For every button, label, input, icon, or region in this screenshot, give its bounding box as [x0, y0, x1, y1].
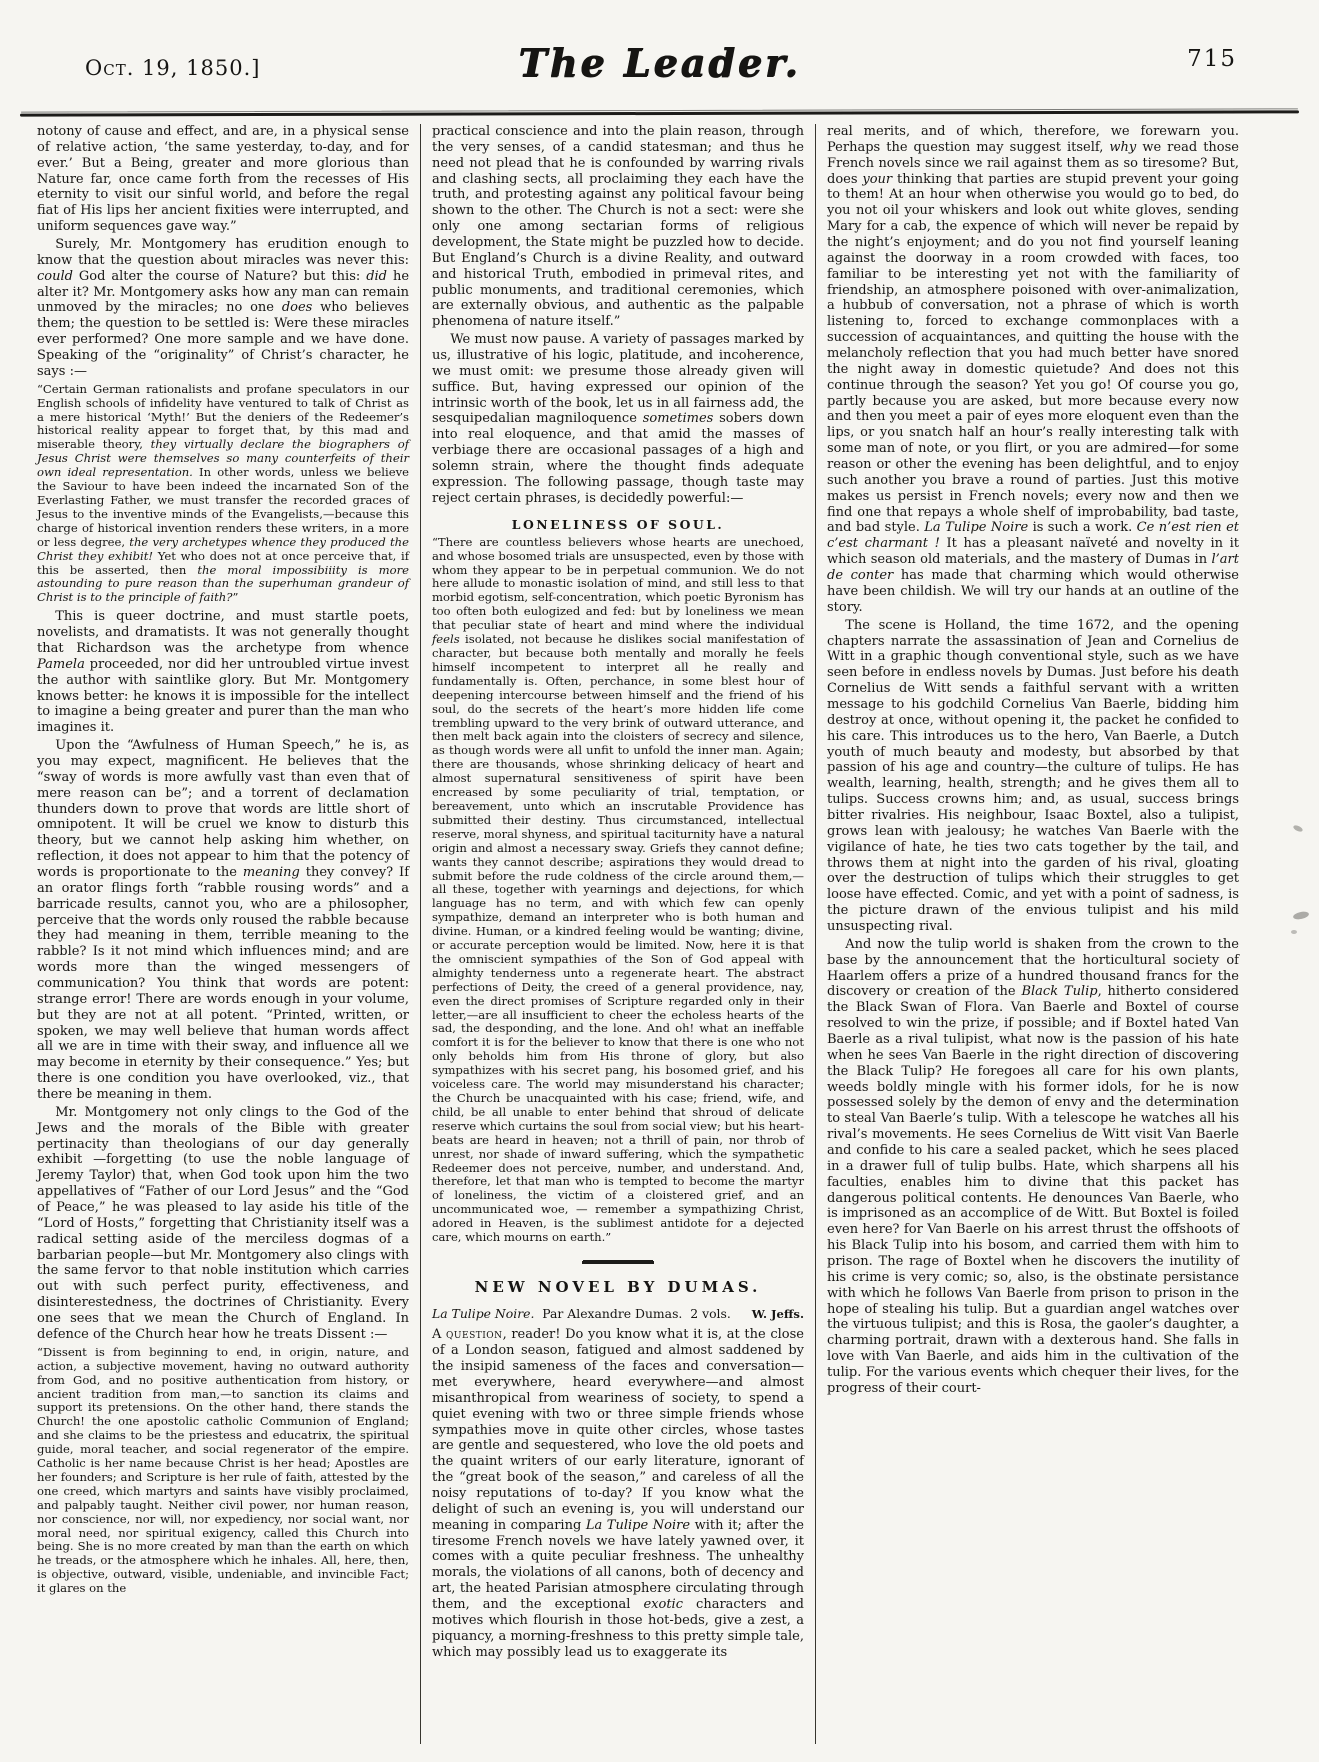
- column-1: [26, 124, 420, 1744]
- ink-smudge: [1291, 930, 1297, 934]
- page-number: 715: [1187, 46, 1237, 72]
- paragraph: And now the tulip world is shaken from the crown to the base by the announcement that the horticultural society of Haarlem offers a prize of a hundred thousand francs for the discovery or creation of the Black Tulip, hitherto considered the Black Swan of Flora. Van Baerle and Boxtel of course resolved to win the prize, if possible; and if Boxtel hated Van Baerle as a rival tulipist, what now is the passion of his hate when he sees Van Baerle in the right direction of discovering the Black Tulip? He foregoes all care for his own plants, weeds boldly mingle with his former idols, for he is now possessed solely by the demon of envy and the determination to steal Van Baerle’s tulip. With a telescope he watches all his rival’s movements. He sees Cornelius de Witt visit Van Baerle and confide to his care a sealed packet, which he sees placed in a drawer full of tulip bulbs. Hate, which sharpens all his faculties, enables him to divine that this packet has dangerous political contents. He denounces Van Baerle, who is imprisoned as an accomplice of de Witt. But Boxtel is foiled even here? for Van Baerle on his arrest thrust the offshoots of his Black Tulip into his bosom, and carried them with him to prison. The rage of Boxtel when he discovers the inutility of his crime is very comic; so, also, is the obstinate persistance with which he follows Van Baerle from prison to prison in the hope of stealing his tulip. But a guardian angel watches over the virtuous tulipist; and this is Rosa, the gaoler’s daughter, a charming portrait, drawn with a dexterous hand. She falls in love with Van Baerle, and aids him in the cultivation of the tulip. For the various events which chequer their lives, for the progress of their court-: [827, 936, 1239, 1396]
- review-extract: “There are countless believers whose hearts are unechoed, and whose bosomed trials are unsuspected, even by those with whom they appear to be in perpetual communion. We do not here allude to monastic isolation of mind, and still less to that morbid egotism, self-concentration, which poetic Byronism has too often both eulogized and fed: but by loneliness we mean that peculiar state of heart and mind where the individual feels isolated, not because he dislikes social manifestation of character, but because both mentally and morally he feels himself incompetent to interpret all he really and fundamentally is. Often, perchance, in some blest hour of deepening intercourse between himself and the friend of his soul, do the secrets of the heart’s more hidden life come trembling upward to the very brink of outward utterance, and then melt back again into the cloisters of secrecy and silence, as though words were all unfit to unfold the inner man. Again; there are thousands, whose shrinking delicacy of heart and almost supernatural sensitiveness of spirit have been encreased by some peculiarity of trial, temptation, or bereavement, unto which an inscrutable Providence has submitted their destiny. Thus circumstanced, intellectual reserve, moral shyness, and spiritual taciturnity have a natural origin and almost a necessary sway. Griefs they cannot define; wants they cannot describe; aspirations they would dread to submit before the rude coldness of the circle around them,—all these, together with yearnings and dejections, for which language has no term, and with which few can openly sympathize, demand an interpreter who is both human and divine. Human, or a kindred feeling would be wanting; divine, or accurate perception would be limited. Now, here it is that the omniscient sympathies of the Son of God appeal with almighty tenderness unto a regenerate heart. The abstract perfections of Deity, the creed of a general providence, nay, even the direct promises of Scripture regarded only in their letter,—are all insufficient to cheer the echoless hearts of the sad, the desponding, and the lone. And oh! what an ineffable comfort it is for the believer to know that there is one who not only beholds him from His throne of glory, but also sympathizes with his secret pang, his bosomed grief, and his voiceless care. The world may misunderstand his character; the Church be unacquainted with his case; friend, wife, and child, be all unable to enter behind that shroud of delicate reserve which curtains the soul from social view; but his heart-beats are heard in heaven; not a thrill of pain, nor throb of unrest, nor shade of inward suffering, which the sympathetic Redeemer does not perceive, number, and understand. And, therefore, let that man who is tempted to become the martyr of loneliness, the victim of a cloistered grief, and an uncommunicated woe, — remember a sympathizing Christ, adored in Heaven, is the sublimest antidote for a dejected care, which mourns on earth.”: [432, 534, 804, 1245]
- column-container: [26, 124, 1298, 1744]
- extract-subhead: LONELINESS OF SOUL.: [511, 516, 725, 532]
- paragraph: notony of cause and effect, and are, in a physical sense of relative action, ‘the same yesterday, to-day, and for ever.’ But a Being, greater and more glorious than Nature far, once came forth from the recesses of His eternity to visit our sinful world, and before the regal fiat of His lips her ancient fixities were interrupted, and uniform sequences gave way.”: [37, 124, 409, 235]
- citation-publisher: W. Jeffs.: [751, 1307, 804, 1322]
- paragraph: The scene is Holland, the time 1672, and the opening chapters narrate the assassination of Jean and Cornelius de Witt in a graphic though conventional style, such as we have seen before in endless novels by Dumas. Just before his death Cornelius de Witt sends a faithful servant with a written message to his godchild Cornelius Van Baerle, bidding him destroy at once, without opening it, the packet he confided to his care. This introduces us to the hero, Van Baerle, a Dutch youth of much beauty and modesty, but absorbed by that passion of his age and country—the culture of tulips. He has wealth, learning, health, strength; and he gives them all to tulips. Success crowns him; and, as usual, success brings bitter rivalries. His neighbour, Isaac Boxtel, also a tulipist, grows lean with jealousy; he watches Van Baerle with the vigilance of hate, he ties two cats together by the tail, and throws them at night into the garden of his rival, gloating over the destruction of tulips which their struggles to get loose have effected. Comic, and yet with a point of sadness, is the picture drawn of the envious tulipist and his mild unsuspecting rival.: [827, 617, 1239, 934]
- citation-title: La Tulipe Noire. Par Alexandre Dumas. 2 vols.: [432, 1306, 731, 1322]
- paragraph: Mr. Montgomery not only clings to the God of the Jews and the morals of the Bible with greater pertinacity than theologians of our day generally exhibit —forgetting (to use the noble language of Jeremy Taylor) that, when God took upon him the two appellatives of “Father of our Lord Jesus” and the “God of Peace,” he was pleased to lay aside his title of the “Lord of Hosts,” forgetting that Christianity itself was a radical setting aside of the merciless dogmas of a barbarian people—but Mr. Montgomery also clings with the same fervor to that noble institution which carries out with such perfect purity, effectiveness, and disinterestedness, the doctrines of Christianity. Every one sees that we mean the Church of England. In defence of the Church hear how he treats Dissent :—: [37, 1104, 409, 1342]
- review-extract: “Certain German rationalists and profane speculators in our English schools of infidelity have ventured to talk of Christ as a mere historical ‘Myth!’ But the deniers of the Redeemer’s historical reality appear to forget that, by this mad and miserable theory, they virtually declare the biographers of Jesus Christ were themselves so many counterfeits of their own ideal representation. In other words, unless we believe the Saviour to have been indeed the incarnated Son of the Everlasting Father, we must transfer the recorded graces of Jesus to the inventive minds of the Evangelists,—because this charge of historical invention renders these writers, in a more or less degree, the very archetypes whence they produced the Christ they exhibit! Yet who does not at once perceive that, if this be asserted, then the moral impossibiiity is more astounding to pure reason than the superhuman grandeur of Christ is to the principle of faith?”: [37, 381, 409, 605]
- article-heading: NEW NOVEL BY DUMAS.: [474, 1277, 762, 1296]
- paragraph: Upon the “Awfulness of Human Speech,” he is, as you may expect, magnificent. He believes that the “sway of words is more awfully vast than even that of mere reason can be”; and a torrent of declamation thunders down to prove that words are little short of omnipotent. It will be cruel we know to disturb this theory, but we cannot help asking him whether, on reflection, it does not appear to him that the potency of words is proportionate to the meaning they convey? If an orator flings forth “rabble rousing words” and a barricade results, cannot you, who are a philosopher, perceive that the words only roused the rabble because they had meaning in them, terrible meaning to the rabble? Is it not mind which influences mind; and are words more than the winged messengers of communication? You think that words are potent: strange error! There are words enough in your volume, but they are not at all potent. “Printed, written, or spoken, we may well believe that human words affect all we are in time with their sway, and influence all we may become in eternity by their consequence.” Yes; but there is one condition you have overlooked, viz., that there be meaning in them.: [37, 738, 410, 1103]
- issue-date: Oct. 19, 1850.]: [85, 56, 261, 80]
- header-rule: [20, 110, 1299, 116]
- paragraph: A question, reader! Do you know what it is, at the close of a London season, fatigued and almost saddened by the insipid sameness of the faces and conversation—met everywhere, heard everywhere—and almost misanthropical from weariness of society, to spend a quiet evening with two or three simple friends whose sympathies move in quite other circles, whose tastes are gentle and sequestered, who love the old poets and the quaint writers of our early literature, ignorant of the “great book of the season,” and careless of all the noisy reputations of to-day? If you know what the delight of such an evening is, you will understand our meaning in comparing La Tulipe Noire with it; after the tiresome French novels we have lately yawned over, it comes with a quite peculiar freshness. The unhealthy morals, the violations of all canons, both of decency and art, the heated Parisian atmosphere circulating through them, and the exceptional exotic characters and motives which flourish in those hot-beds, give a zest, a piquancy, a morning-freshness to this pretty simple tale, which may possibly lead us to exaggerate its: [432, 1327, 804, 1660]
- review-extract: “Dissent is from beginning to end, in origin, nature, and action, a subjective movement, having no outward authority from God, and no positive authentication from history, or ancient tradition from man,—to sanction its claims and support its pretensions. On the other hand, there stands the Church! the one apostolic catholic Communion of England; and she claims to be the priestess and educatrix, the spiritual guide, moral teacher, and social regenerator of the empire. Catholic is her name because Christ is her head; Apostles are her founders; and Scripture is her rule of faith, attested by the one creed, which martyrs and saints have visibly proclaimed, and palpably taught. Neither civil power, nor human reason, nor conscience, nor will, nor expediency, nor social want, nor moral need, nor spiritual exigency, called this Church into being. She is no more created by man than the earth on which he treads, or the atmosphere which he inhales. All, here, then, is objective, outward, visible, undeniable, and invincible Fact; it glares on the: [37, 1344, 409, 1596]
- page-header: [0, 38, 1319, 108]
- column-3: [815, 124, 1250, 1744]
- paragraph: real merits, and of which, therefore, we forewarn you. Perhaps the question may suggest itself, why we read those French novels since we rail against them as so tiresome? But, does your thinking that parties are stupid prevent your going to them! At an hour when otherwise you would go to bed, do you not oil your whiskers and look out white gloves, sending Mary for a cab, the expence of which will never be repaid by the night’s enjoyment; and do you not find yourself leaning against the doorway in a room crowded with faces, too familiar to be interesting yet not with the familiarity of friendship, an atmosphere poisoned with over-animalization, a hubbub of conversation, not a phrase of which is worth listening to, forced to exchange commonplaces with a succession of acquaintances, and quitting the house with the melancholy reflection that you had much better have snored the night away in domestic quietude? And does not this continue through the season? Yet you go! Of course you go, partly because you are asked, but more because every now and then you meet a pair of eyes more eloquent even than the lips, or you snatch half an hour’s really interesting talk with some man of note, or you flirt, or you are admired—for some reason or other the evening has been delightful, and to enjoy such another you brave a round of parties. Just this motive makes us persist in French novels; every now and then we find one that repays a whole shelf of improbability, bad taste, and bad style. La Tulipe Noire is such a work. Ce n’est rien et c’est charmant ! It has a pleasant naïveté and novelty in it which season old materials, and the mastery of Dumas in l’art de conter has made that charming which would otherwise have been childish. We will try our hands at an outline of the story.: [827, 124, 1240, 615]
- paragraph: We must now pause. A variety of passages marked by us, illustrative of his logic, platitude, and incoherence, we must omit: we presume those already given will suffice. But, having expressed our opinion of the intrinsic worth of the book, let us in all fairness add, the sesquipedalian magniloquence sometimes sobers down into real eloquence, and that amid the masses of verbiage there are occasional passages of a high and solemn strain, where the thought finds adequate expression. The following passage, though taste may reject certain phrases, is decidedly powerful:—: [432, 332, 805, 506]
- paragraph: This is queer doctrine, and must startle poets, novelists, and dramatists. It was not generally thought that Richardson was the archetype from whence Pamela proceeded, nor did her untroubled virtue invest the author with saintlike glory. But Mr. Montgomery knows better: he knows it is impossible for the intellect to imagine a being greater and purer than the man who imagines it.: [37, 609, 409, 736]
- paragraph: Surely, Mr. Montgomery has erudition enough to know that the question about miracles was never this: could God alter the course of Nature? but this: did he alter it? Mr. Montgomery asks how any man can remain unmoved by the miracles; no one does who believes them; the question to be settled is: Were these miracles ever performed? One more sample and we have done. Speaking of the “originality” of Christ’s character, he says :—: [37, 237, 410, 379]
- column-2: [420, 124, 815, 1744]
- paragraph: practical conscience and into the plain reason, through the very senses, of a candid statesman; and thus he need not plead that he is confounded by warring rivals and clashing sects, all proclaiming they each have the truth, and protesting against any political favour being shown to the other. The Church is not a sect: were she only one among sectarian forms of religious development, the State might be puzzled how to decide. But England’s Church is a divine Reality, and outward and historical Truth, embodied in primeval rites, and public monuments, and traditional ceremonies, which are externally obvious, and authentic as the palpable phenomena of nature itself.”: [432, 124, 804, 330]
- masthead-title: The Leader.: [518, 40, 801, 85]
- article-divider-rule: [582, 1261, 654, 1264]
- book-citation: [432, 1306, 804, 1321]
